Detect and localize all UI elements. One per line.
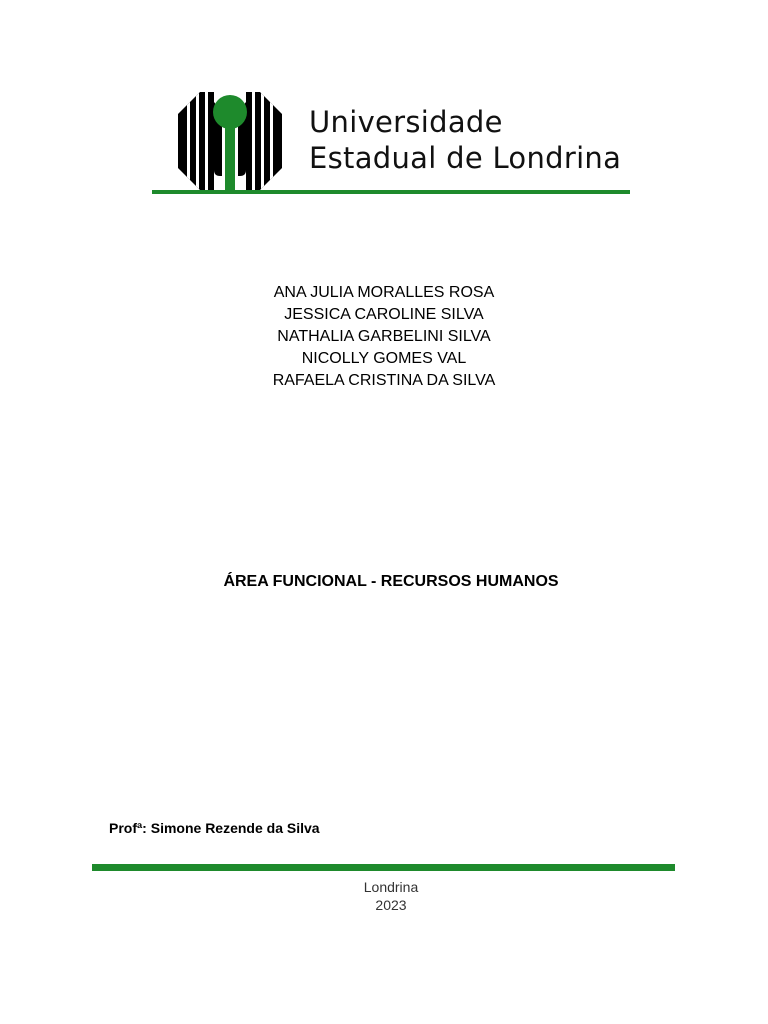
author-name: ANA JULIA MORALLES ROSA: [273, 284, 495, 301]
footer: [0, 878, 768, 914]
author-list: [0, 282, 768, 392]
author-name: RAFAELA CRISTINA DA SILVA: [272, 372, 496, 389]
professor-name: Profª: Simone Rezende da Silva: [109, 820, 320, 836]
university-name: [309, 104, 621, 176]
header-divider: [152, 190, 630, 194]
footer-divider: [92, 864, 675, 871]
uel-logo-icon: [178, 92, 282, 190]
footer-year: 2023: [375, 897, 407, 913]
author-name: JESSICA CAROLINE SILVA: [284, 306, 484, 323]
footer-city: Londrina: [363, 879, 419, 895]
university-name-line1: Universidade: [309, 105, 503, 139]
author-name: NICOLLY GOMES VAL: [301, 350, 467, 367]
university-name-line2: Estadual de Londrina: [309, 141, 622, 175]
document-title: ÁREA FUNCIONAL - RECURSOS HUMANOS: [223, 573, 559, 590]
university-header: [152, 90, 630, 196]
author-name: NATHALIA GARBELINI SILVA: [277, 328, 491, 345]
